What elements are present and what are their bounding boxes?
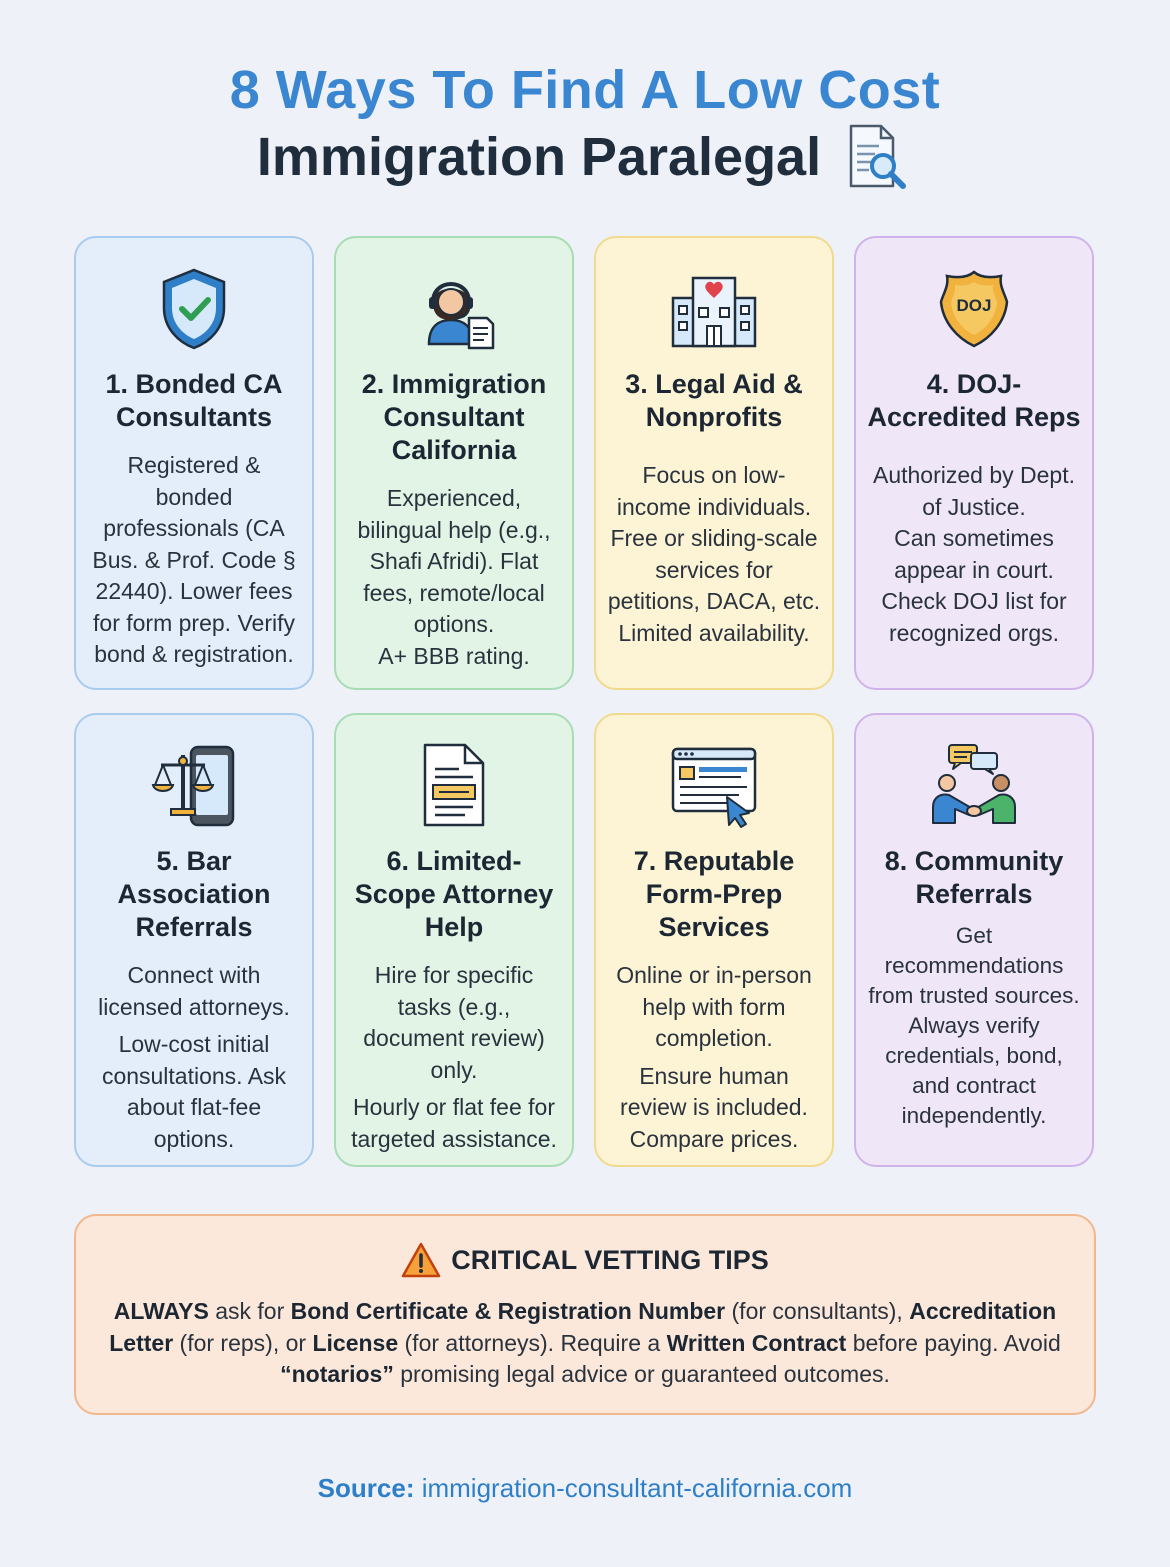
browser-form-cursor-icon <box>669 741 759 831</box>
card-form-prep <box>594 713 834 1167</box>
tips-header <box>76 1242 1094 1278</box>
card-body <box>866 921 1082 1131</box>
card-title: 7. Reputable Form-Prep Services <box>633 846 795 942</box>
tips-span: ask for <box>208 1298 291 1324</box>
card-bonded-consultants <box>74 236 314 690</box>
vetting-tips-panel <box>74 1214 1096 1415</box>
card-body <box>606 960 822 1155</box>
card-text: Focus on low-income individuals. Free or sliding-scale services for petitions, DACA, etc. <box>607 462 821 614</box>
source-line <box>0 1473 1170 1504</box>
tips-emphasis: ALWAYS <box>113 1298 209 1324</box>
card-community-referrals <box>854 713 1094 1167</box>
card-title: 8. Community Referrals <box>884 846 1064 909</box>
card-text: Get recommendations from trusted sources. <box>868 923 1080 1008</box>
document-icon <box>409 741 499 831</box>
card-text: Ensure human review is included. Compare prices. <box>620 1062 808 1152</box>
card-text: Always verify credentials, bond, and contract independently. <box>885 1013 1063 1128</box>
card-body <box>86 450 302 671</box>
card-text: Hourly or flat fee for targeted assistance. <box>351 1094 557 1152</box>
card-text: Experienced, bilingual help (e.g., Shafi Afridi). Flat fees, remote/local options. <box>357 485 551 637</box>
tips-emphasis: Accreditation Letter <box>109 1298 1057 1356</box>
card-bar-association <box>74 713 314 1167</box>
card-text: Limited availability. <box>618 619 810 646</box>
card-body <box>86 960 302 1155</box>
scales-phone-icon <box>149 741 239 831</box>
card-title: 5. Bar Association Referrals <box>117 846 271 942</box>
people-handshake-icon <box>929 741 1019 831</box>
card-doj-reps <box>854 236 1094 690</box>
headset-agent-icon <box>409 264 499 354</box>
tips-emphasis: License <box>312 1329 399 1356</box>
card-immigration-consultant <box>334 236 574 690</box>
card-text: Online or in-person help with form completion. <box>616 962 812 1051</box>
doj-badge-icon <box>929 264 1019 354</box>
card-body <box>346 960 562 1155</box>
card-body <box>606 460 822 649</box>
card-text: Hire for specific tasks (e.g., document review) only. <box>363 962 545 1083</box>
tips-span: before paying. Avoid <box>846 1329 1061 1356</box>
source-link[interactable]: immigration-consultant-california.com <box>421 1473 853 1503</box>
card-text: Can sometimes appear in court. Check DOJ list for recognized orgs. <box>881 525 1067 646</box>
card-title: 1. Bonded CA Consultants <box>105 369 283 432</box>
card-body <box>866 460 1082 649</box>
tips-span: (for consultants), <box>725 1298 910 1324</box>
card-text: Low-cost initial consultations. Ask about flat-fee options. <box>101 1031 287 1152</box>
building-heart-icon <box>669 264 759 354</box>
card-text: Registered & bonded professionals (CA Bus. & Prof. Code § 22440). Lower fees for form prep. Verify bond & registration. <box>92 452 296 667</box>
page-header <box>0 58 1170 192</box>
card-body <box>346 483 562 672</box>
card-limited-scope <box>334 713 574 1167</box>
page-title-line1: 8 Ways To Find A Low Cost <box>229 60 941 120</box>
card-text: Connect with licensed attorneys. <box>98 962 290 1020</box>
tips-text <box>76 1296 1094 1391</box>
card-text: A+ BBB rating. <box>378 642 530 669</box>
page-title-line2 <box>257 122 913 192</box>
shield-check-icon <box>149 264 239 354</box>
tips-emphasis: Bond Certificate & Registration Number <box>290 1298 726 1324</box>
card-title: 4. DOJ-Accredited Reps <box>867 369 1081 432</box>
card-title: 2. Immigration Consultant California <box>361 369 547 465</box>
card-title: 3. Legal Aid & Nonprofits <box>625 369 803 432</box>
source-label: Source: <box>317 1473 415 1503</box>
svg-text:DOJ: DOJ <box>956 296 992 315</box>
card-title: 6. Limited-Scope Attorney Help <box>354 846 554 942</box>
card-text: Authorized by Dept. of Justice. <box>872 462 1075 520</box>
tips-emphasis: “notarios” <box>280 1361 394 1387</box>
document-magnifier-icon <box>843 122 913 192</box>
page-title-text: Immigration Paralegal <box>256 127 822 187</box>
tips-span: (for reps), or <box>173 1329 313 1356</box>
tips-title: CRITICAL VETTING TIPS <box>451 1244 769 1275</box>
tips-span: (for attorneys). Require a <box>398 1329 667 1356</box>
tips-span: promising legal advice or guaranteed outcomes. <box>393 1361 890 1387</box>
card-legal-aid <box>594 236 834 690</box>
warning-icon <box>401 1242 441 1278</box>
tips-emphasis: Written Contract <box>666 1329 847 1356</box>
